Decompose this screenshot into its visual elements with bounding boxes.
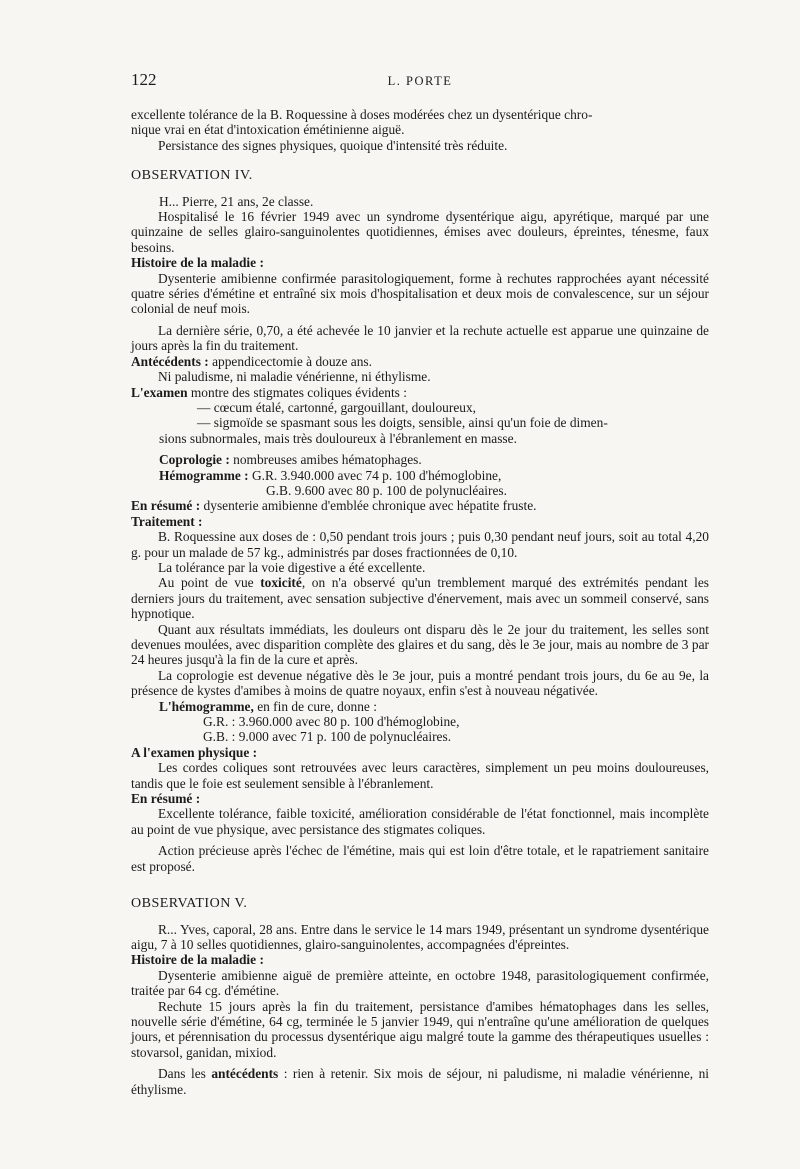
emphasis: antécédents	[211, 1066, 279, 1082]
section-label: En résumé :	[131, 791, 201, 807]
page-number: 122	[131, 70, 157, 89]
paragraph	[131, 699, 709, 714]
patient-id: H... Pierre, 21 ans, 2e classe.	[159, 193, 314, 209]
section-label: Histoire de la maladie :	[131, 952, 264, 968]
page-body	[131, 107, 709, 1097]
paragraph: Quant aux résultats immédiats, les douleurs ont disparu dès le 2e jour du traitement, les selles sont devenues moulées, avec disparition complète des glaires et du sang, dès le 3e jour, mais au nombre de 3 par 24 heures jusqu'à la fin de la cure et après.	[131, 621, 709, 668]
inline-text: nombreuses amibes hématophages.	[233, 452, 422, 468]
page-header	[131, 72, 709, 92]
list-item: — sigmoïde se spasmant sous les doigts, sensible, ainsi qu'un foie de dimen-	[197, 415, 608, 431]
list-item: — cœcum étalé, cartonné, gargouillant, douloureux,	[197, 399, 477, 415]
inline-text: dysenterie amibienne d'emblée chronique avec hépatite fruste.	[203, 498, 537, 514]
paragraph	[131, 575, 709, 621]
paragraph	[131, 452, 709, 467]
observation-heading: OBSERVATION V.	[131, 896, 248, 912]
paragraph	[131, 498, 709, 513]
emphasis: toxicité	[260, 575, 302, 591]
list-item-continuation: sions subnormales, mais très douloureux à l'ébranlement en masse.	[159, 430, 517, 446]
section-label: Antécédents :	[131, 353, 209, 369]
paragraph: B. Roquessine aux doses de : 0,50 pendant trois jours ; puis 0,30 pendant neuf jours, soit au total 4,20 g. pour un malade de 57 kg., administrés par doses fractionnées de 0,10.	[131, 529, 709, 560]
paragraph: nique vrai en état d'intoxication émétinienne aiguë.	[131, 122, 405, 138]
section-label: Coprologie :	[159, 452, 230, 468]
paragraph: La dernière série, 0,70, a été achevée le 10 janvier et la rechute actuelle est apparue une quinzaine de jours après la fin du traitement.	[131, 322, 709, 354]
inline-text: : rien à retenir. Six mois de séjour, ni paludisme, ni maladie vénérienne, ni éthylisme.	[131, 1066, 709, 1097]
hemogram-line: G.B. 9.600 avec 80 p. 100 de polynucléaires.	[266, 482, 507, 498]
paragraph: La tolérance par la voie digestive a été excellente.	[158, 559, 426, 575]
paragraph: Ni paludisme, ni maladie vénérienne, ni éthylisme.	[158, 369, 431, 385]
paragraph: Les cordes coliques sont retrouvées avec leurs caractères, simplement un peu moins douloureuses, tandis que le foie est seulement sensible à l'ébranlement.	[131, 760, 709, 791]
inline-text: , on n'a observé qu'un tremblement marqué des extrémités pendant les derniers jours du traitement, avec sensation subjective d'énervement, mais avec un sommeil conservé, sans hypnotique.	[131, 575, 709, 622]
paragraph: excellente tolérance de la B. Roquessine à doses modérées chez un dysentérique chro-	[131, 107, 593, 122]
paragraph: Action précieuse après l'échec de l'émétine, mais qui est loin d'être totale, et le rapatriement sanitaire est proposé.	[131, 843, 709, 874]
inline-text: Dans les	[158, 1066, 212, 1082]
paragraph	[131, 468, 709, 483]
inline-text: appendicectomie à douze ans.	[212, 353, 372, 369]
paragraph	[131, 354, 709, 369]
paragraph	[131, 385, 709, 400]
hemogram-line: G.R. : 3.960.000 avec 80 p. 100 d'hémoglobine,	[203, 714, 460, 730]
inline-text: montre des stigmates coliques évidents :	[190, 384, 407, 400]
running-head: L. PORTE	[387, 74, 453, 88]
section-label: Histoire de la maladie :	[131, 255, 264, 271]
paragraph: Rechute 15 jours après la fin du traitement, persistance d'amibes hématophages dans les selles, nouvelle série d'émétine, 64 cg, terminée le 5 janvier 1949, qui n'entraîne qu'une amélioration de quelques jours, et pérennisation du processus dysentérique aigu malgré toute la gamme des thérapeutiques usuelles : stovarsol, ganidan, mixiod.	[131, 998, 709, 1060]
paragraph: Dysenterie amibienne confirmée parasitologiquement, forme à rechutes rapprochées ayant nécessité quatre séries d'émétine et entraîné six mois d'hospitalisation et deux mois de convalescence, sur un séjour colonial de neuf mois.	[131, 270, 709, 317]
paragraph: La coprologie est devenue négative dès le 3e jour, puis a montré pendant trois jours, du 6e au 9e, la présence de kystes d'amibes à moins de quatre noyaux, enfin s'est à nouveau négativée.	[131, 667, 709, 699]
section-label: L'examen	[131, 384, 188, 400]
section-label: En résumé :	[131, 498, 201, 514]
section-label: A l'examen physique :	[131, 744, 258, 760]
paragraph	[131, 1066, 709, 1097]
observation-heading: OBSERVATION IV.	[131, 168, 253, 184]
inline-text: Au point de vue	[158, 575, 261, 591]
paragraph: Hospitalisé le 16 février 1949 avec un syndrome dysentérique aigu, apyrétique, marqué par une quinzaine de selles glairo-sanguinolentes quotidiennes, émises avec douleurs, épreintes, ténesme, faux besoins.	[131, 209, 709, 255]
inline-text: en fin de cure, donne :	[257, 698, 377, 714]
section-label: Hémogramme :	[159, 467, 249, 483]
paragraph: Excellente tolérance, faible toxicité, amélioration considérable de l'état fonctionnel, mais incomplète au point de vue physique, avec persistance des stigmates coliques.	[131, 806, 709, 837]
paragraph: Persistance des signes physiques, quoique d'intensité très réduite.	[158, 137, 508, 153]
paragraph: Dysenterie amibienne aiguë de première atteinte, en octobre 1948, parasitologiquement confirmée, traitée par 64 cg. d'émétine.	[131, 967, 709, 999]
hemogram-line: G.B. : 9.000 avec 71 p. 100 de polynucléaires.	[203, 729, 452, 745]
section-label: Traitement :	[131, 513, 203, 529]
paragraph: R... Yves, caporal, 28 ans. Entre dans le service le 14 mars 1949, présentant un syndrome dysentérique aigu, 7 à 10 selles quotidiennes, glairo-sanguinolentes, accompagnées d'épreintes.	[131, 921, 709, 952]
section-label: L'hémogramme,	[159, 698, 254, 714]
inline-text: G.R. 3.940.000 avec 74 p. 100 d'hémoglobine,	[251, 467, 502, 483]
